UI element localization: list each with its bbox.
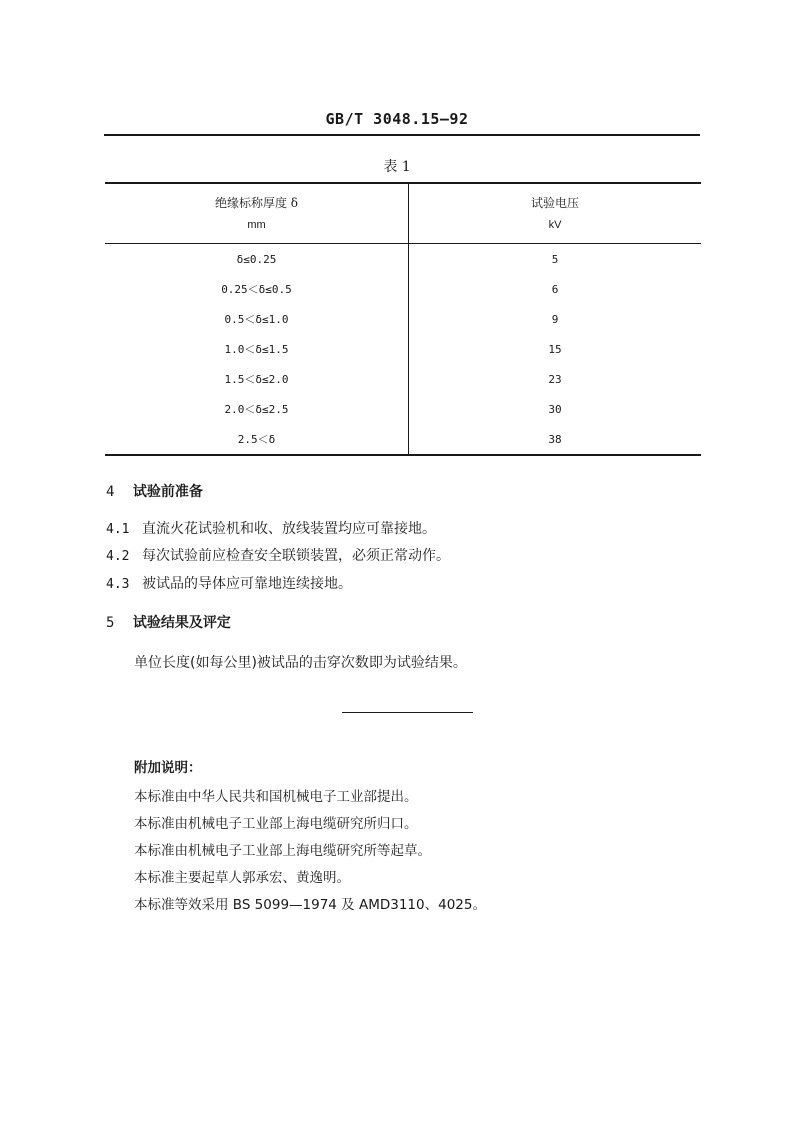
additional-notes — [134, 758, 486, 922]
table-row — [105, 364, 701, 394]
thickness-column-header — [105, 183, 409, 244]
clause-4-1 — [106, 518, 436, 538]
standard-code: GB/T 3048.15—92 — [325, 110, 469, 128]
voltage-cell: 9 — [551, 312, 559, 326]
voltage-cell: 6 — [551, 282, 559, 296]
thickness-cell: 0.5＜δ≤1.0 — [105, 304, 409, 334]
voltage-cell: 38 — [548, 432, 562, 446]
thickness-cell: δ≤0.25 — [105, 244, 409, 275]
table-row — [105, 394, 701, 424]
header-rule — [104, 134, 700, 136]
thickness-header-label: 绝缘标称厚度 δ — [214, 195, 299, 210]
voltage-header-label: 试验电压 — [530, 195, 579, 210]
note-line: 本标准由机械电子工业部上海电缆研究所等起草。 — [134, 843, 431, 859]
section-5-paragraph: 单位长度(如每公里)被试品的击穿次数即为试验结果。 — [134, 655, 467, 671]
thickness-cell: 1.5＜δ≤2.0 — [105, 364, 409, 394]
clause-text: 每次试验前应检查安全联锁装置，必须正常动作。 — [142, 548, 450, 564]
voltage-cell: 30 — [548, 402, 562, 416]
note-line: 本标准主要起草人郭承宏、黄逸明。 — [134, 870, 350, 886]
table-row — [105, 304, 701, 334]
table-caption: 表 1 — [383, 159, 411, 175]
voltage-header-unit: kV — [548, 218, 562, 231]
thickness-header-unit: mm — [247, 218, 266, 231]
voltage-cell: 23 — [548, 372, 562, 386]
section-4-heading — [106, 481, 203, 501]
clause-text: 被试品的导体应可靠地连续接地。 — [142, 576, 352, 592]
section-5-heading — [106, 612, 231, 632]
note-line: 本标准由中华人民共和国机械电子工业部提出。 — [134, 789, 418, 805]
note-line: 本标准由机械电子工业部上海电缆研究所归口。 — [134, 816, 418, 832]
table-row — [105, 424, 701, 455]
thickness-cell: 0.25＜δ≤0.5 — [105, 274, 409, 304]
notes-title: 附加说明： — [134, 760, 202, 776]
table-row — [105, 274, 701, 304]
test-voltage-table — [105, 182, 701, 456]
thickness-cell: 2.5＜δ — [105, 424, 409, 455]
thickness-cell: 2.0＜δ≤2.5 — [105, 394, 409, 424]
voltage-cell: 5 — [551, 252, 559, 266]
end-rule — [342, 712, 473, 713]
note-line: 本标准等效采用 BS 5099—1974 及 AMD3110、4025。 — [134, 897, 486, 913]
clause-number: 4.2 — [106, 549, 130, 564]
table-header-row — [105, 183, 701, 244]
section-4-number: 4 — [106, 484, 115, 500]
clause-number: 4.1 — [106, 522, 130, 537]
clause-number: 4.3 — [106, 577, 130, 592]
voltage-column-header — [409, 183, 702, 244]
section-5-title: 试验结果及评定 — [132, 615, 231, 631]
section-4-title: 试验前准备 — [132, 484, 203, 500]
clause-text: 直流火花试验机和收、放线装置均应可靠接地。 — [142, 521, 436, 537]
table-row — [105, 334, 701, 364]
thickness-cell: 1.0＜δ≤1.5 — [105, 334, 409, 364]
table-row — [105, 244, 701, 275]
section-5-number: 5 — [106, 615, 115, 631]
voltage-cell: 15 — [548, 342, 562, 356]
clause-4-2 — [106, 545, 450, 565]
clause-4-3 — [106, 573, 352, 593]
